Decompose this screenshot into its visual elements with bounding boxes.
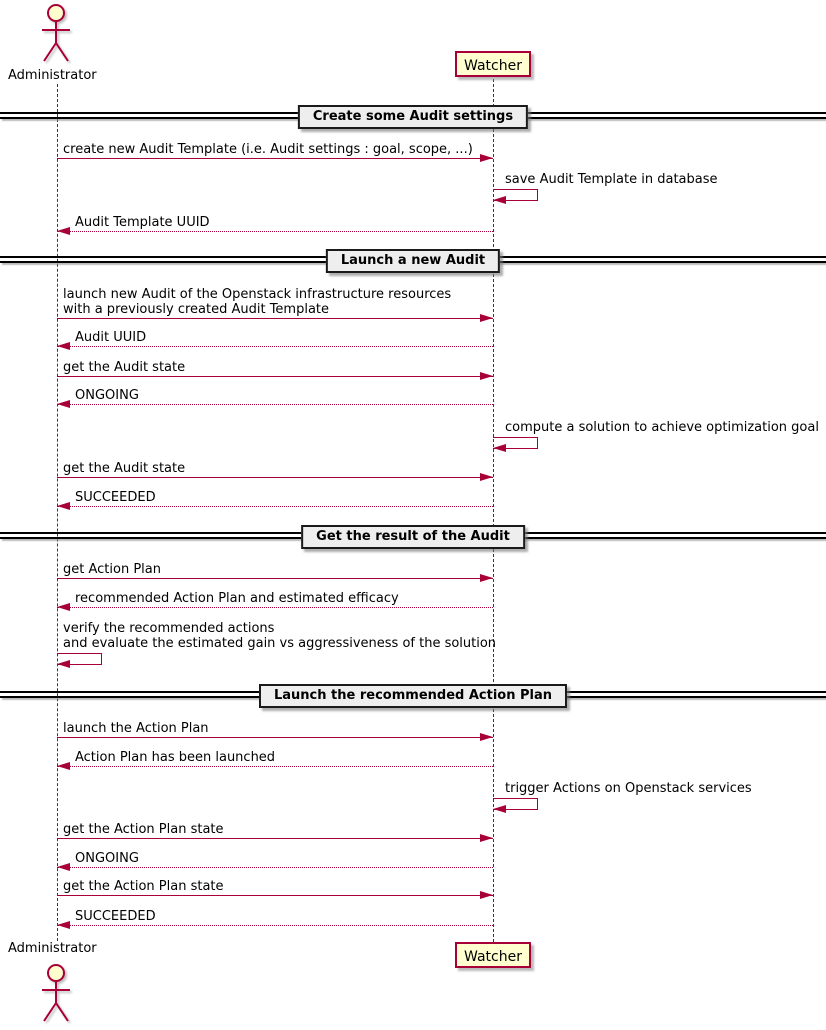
message-line <box>57 925 493 926</box>
arrowhead <box>57 502 70 510</box>
message-line <box>57 158 493 159</box>
arrowhead <box>57 863 70 871</box>
administrator-actor-icon <box>34 3 78 65</box>
arrowhead <box>480 154 493 162</box>
message-line <box>57 838 493 839</box>
divider-label: Get the result of the Audit <box>301 525 525 549</box>
arrowhead <box>57 342 70 350</box>
administrator-label-top: Administrator <box>8 68 97 83</box>
message-text: Audit UUID <box>75 330 147 345</box>
message-text: Action Plan has been launched <box>75 750 276 765</box>
arrowhead <box>480 473 493 481</box>
message-line <box>57 376 493 377</box>
administrator-actor-icon-bottom <box>34 957 78 1027</box>
administrator-label-bottom: Administrator <box>8 941 97 956</box>
arrowhead <box>480 314 493 322</box>
watcher-participant-top: Watcher <box>455 51 531 77</box>
divider-label: Launch a new Audit <box>326 249 500 273</box>
watcher-participant-bottom: Watcher <box>455 942 531 968</box>
message-line <box>57 506 493 507</box>
arrowhead <box>57 227 70 235</box>
self-arrowhead <box>493 444 506 452</box>
message-text: ONGOING <box>75 388 139 403</box>
message-line <box>57 477 493 478</box>
arrowhead <box>57 762 70 770</box>
message-text: get the Audit state <box>63 360 186 375</box>
message-text: recommended Action Plan and estimated efficacy <box>75 591 399 606</box>
self-message-text: trigger Actions on Openstack services <box>505 781 752 796</box>
message-line <box>57 578 493 579</box>
divider-label: Launch the recommended Action Plan <box>259 684 567 708</box>
arrowhead <box>57 921 70 929</box>
message-text: launch the Action Plan <box>63 721 209 736</box>
message-line <box>57 404 493 405</box>
message-text: Audit Template UUID <box>75 215 210 230</box>
self-message-text: verify the recommended actions and evaluate the estimated gain vs aggressiveness of the solution <box>63 621 497 651</box>
arrowhead <box>57 400 70 408</box>
message-text: get the Action Plan state <box>63 822 224 837</box>
divider-label: Create some Audit settings <box>298 105 528 129</box>
self-arrowhead <box>493 805 506 813</box>
arrowhead <box>57 603 70 611</box>
arrowhead <box>480 574 493 582</box>
arrowhead <box>480 891 493 899</box>
message-line <box>57 231 493 232</box>
message-line <box>57 346 493 347</box>
administrator-lifeline <box>57 84 58 941</box>
message-line <box>57 895 493 896</box>
arrowhead <box>480 834 493 842</box>
self-message-text: save Audit Template in database <box>505 172 718 187</box>
self-message-text: compute a solution to achieve optimization goal <box>505 420 819 435</box>
message-text: launch new Audit of the Openstack infrastructure resources with a previously created Audit Template <box>63 287 452 317</box>
message-text: get the Audit state <box>63 461 186 476</box>
message-text: get Action Plan <box>63 562 161 577</box>
message-text: get the Action Plan state <box>63 879 224 894</box>
message-line <box>57 318 493 319</box>
message-text: create new Audit Template (i.e. Audit settings : goal, scope, ...) <box>63 142 473 157</box>
message-line <box>57 867 493 868</box>
self-arrowhead <box>493 196 506 204</box>
message-line <box>57 766 493 767</box>
arrowhead <box>480 372 493 380</box>
message-text: ONGOING <box>75 851 139 866</box>
message-text: SUCCEEDED <box>75 909 156 924</box>
message-line <box>57 737 493 738</box>
message-text: SUCCEEDED <box>75 490 156 505</box>
message-line <box>57 607 493 608</box>
self-arrowhead <box>57 660 70 668</box>
arrowhead <box>480 733 493 741</box>
